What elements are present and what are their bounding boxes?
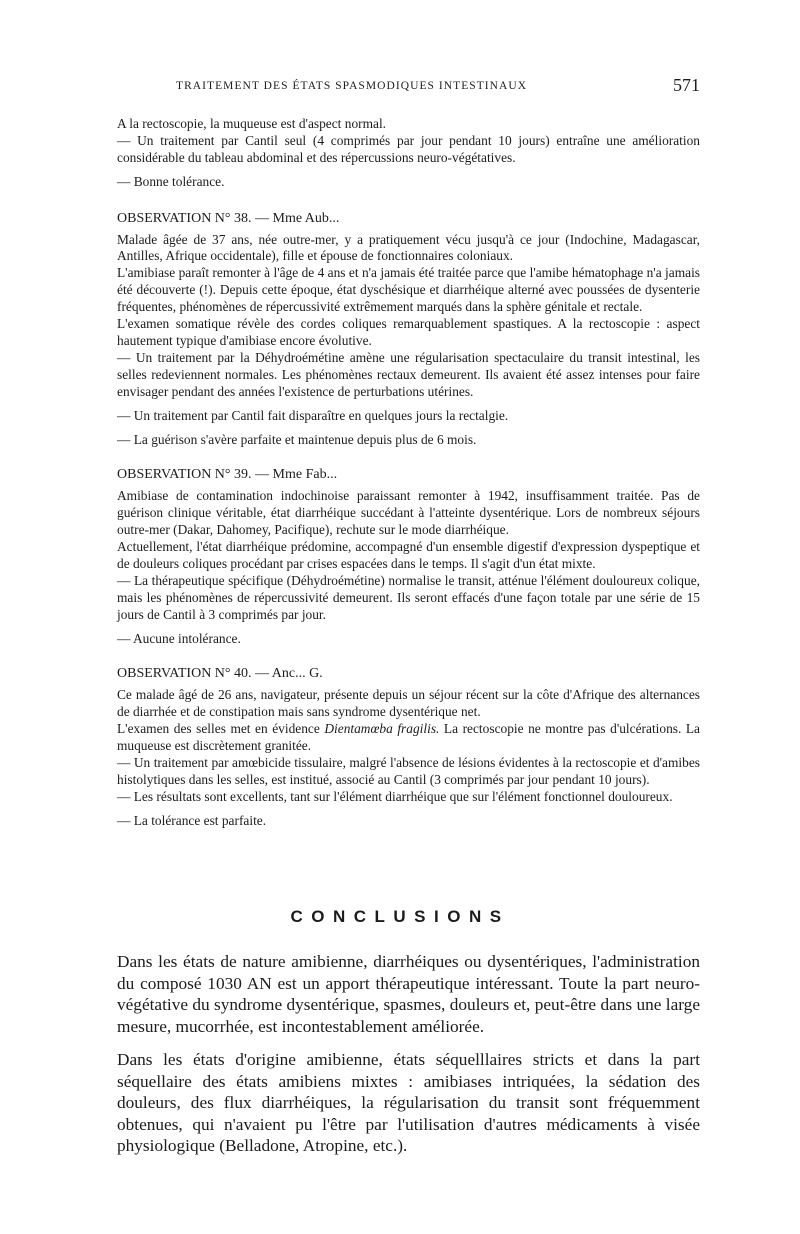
observation-40-title: OBSERVATION N° 40. — Anc... G. [117, 666, 323, 682]
observation-40-paragraph-3: — Un traitement par amœbicide tissulaire, malgré l'absence de lésions évidentes à la rectoscopie et d'amibes histolytiques dans les selles, est institué, associé au Cantil (3 comprimés par jour pendant 10 jours). [117, 755, 700, 787]
main-text [117, 116, 700, 830]
page-number: 571 [673, 75, 700, 95]
intro-paragraph-1: A la rectoscopie, la muqueuse est d'aspect normal. [117, 116, 387, 131]
observation-40-paragraph-2-end: La rectoscopie ne montre pas d'ulcérations. La muqueuse est discrètement granitée. [117, 721, 700, 754]
conclusions-paragraph-2: Dans les états d'origine amibienne, états séquelllaires stricts et dans la part séquellaire des états amibiens mixtes : amibiases intriquées, la sédation des douleurs, des flux diarrhéiques, la régularisation du transit sont fréquemment obtenues, qui n'avaient pu l'être par l'utilisation d'autres médicaments à visée physiologique (Belladone, Atropine, etc.). [117, 1050, 700, 1155]
organism-name: Dientamœba fragilis. [324, 721, 440, 737]
observation-40-paragraph-2-start: L'examen des selles met en évidence [117, 721, 325, 737]
observation-38-paragraph-5: — Un traitement par Cantil fait disparaître en quelques jours la rectalgie. [117, 407, 509, 423]
running-head: TRAITEMENT DES ÉTATS SPASMODIQUES INTESTINAUX [176, 80, 528, 92]
observation-40-paragraph-5: — La tolérance est parfaite. [117, 812, 267, 828]
observation-39-paragraph-3: — La thérapeutique spécifique (Déhydroémétine) normalise le transit, atténue l'élément douloureux colique, mais les phénomènes de répercussivité demeurent. Ils seront effacés d'une façon totale par une série de 15 jours de Cantil à 3 comprimés par jour. [117, 572, 700, 622]
observation-38-title: OBSERVATION N° 38. — Mme Aub... [117, 210, 340, 226]
intro-paragraph-2: — Un traitement par Cantil seul (4 comprimés par jour pendant 10 jours) entraîne une amélioration considérable du tableau abdominal et des répercussions neuro-végétatives. [117, 132, 700, 165]
observation-38-paragraph-4: — Un traitement par la Déhydroémétine amène une régularisation spectaculaire du transit intestinal, les selles redeviennent normales. Les phénomènes rectaux demeurent. Ils avaient été assez intenses pour faire envisager pendant des années l'existence de perturbations utérines. [117, 349, 700, 399]
intro-paragraph-3: — Bonne tolérance. [117, 173, 225, 189]
observation-40-paragraph-2 [117, 721, 700, 755]
observation-39-paragraph-1: Amibiase de contamination indochinoise paraissant remonter à 1942, insuffisamment traitée. Pas de guérison clinique véritable, état diarrhéique succédant à l'atteinte dysentérique. Lors de nombreux séjours outre-mer (Dakar, Dahomey, Pacifique), rechute sur le mode diarrhéique. [117, 488, 700, 538]
page-header [0, 75, 800, 100]
observation-38-paragraph-2: L'amibiase paraît remonter à l'âge de 4 ans et n'a jamais été traitée parce que l'amibe hématophage n'a jamais été découverte (!). Depuis cette époque, état dyschésique et diarrhéique alterné avec poussées de dysenterie fréquentes, phénomènes de répercussivité extrêmement marqués dans la sphère génitale et rectale. [117, 265, 700, 315]
observation-40-paragraph-4: — Les résultats sont excellents, tant sur l'élément diarrhéique que sur l'élément fonctionnel douloureux. [117, 788, 673, 804]
conclusions-section [117, 951, 700, 1169]
observation-39-title: OBSERVATION N° 39. — Mme Fab... [117, 467, 338, 483]
observation-40-paragraph-1: Ce malade âgé de 26 ans, navigateur, présente depuis un séjour récent sur la côte d'Afrique des alternances de diarrhée et de constipation mais sans syndrome dysentérique net. [117, 687, 700, 720]
observation-38-paragraph-3: L'examen somatique révèle des cordes coliques remarquablement spastiques. A la rectoscopie : aspect hautement typique d'amibiase encore évolutive. [117, 316, 700, 348]
observation-39-paragraph-2: Actuellement, l'état diarrhéique prédomine, accompagné d'un ensemble digestif d'expression dyspeptique et de douleurs coliques procédant par crises espacées dans le temps. Il s'agit d'un état mixte. [117, 539, 700, 571]
observation-39-paragraph-4: — Aucune intolérance. [117, 630, 241, 646]
observation-38-paragraph-6: — La guérison s'avère parfaite et maintenue depuis plus de 6 mois. [117, 431, 477, 447]
observation-38-paragraph-1: Malade âgée de 37 ans, née outre-mer, y a pratiquement vécu jusqu'à ce jour (Indochine, Madagascar, Antilles, Afrique occidentale), fille et épouse de fonctionnaires coloniaux. [117, 231, 700, 264]
conclusions-heading: CONCLUSIONS [290, 907, 510, 926]
conclusions-paragraph-1: Dans les états de nature amibienne, diarrhéiques ou dysentériques, l'administration du composé 1030 AN est un apport thérapeutique intéressant. Toute la part neuro-végétative du syndrome dysentérique, spasmes, douleurs et, peut-être dans une large mesure, mucorrhée, est incontestablement améliorée. [117, 952, 700, 1036]
